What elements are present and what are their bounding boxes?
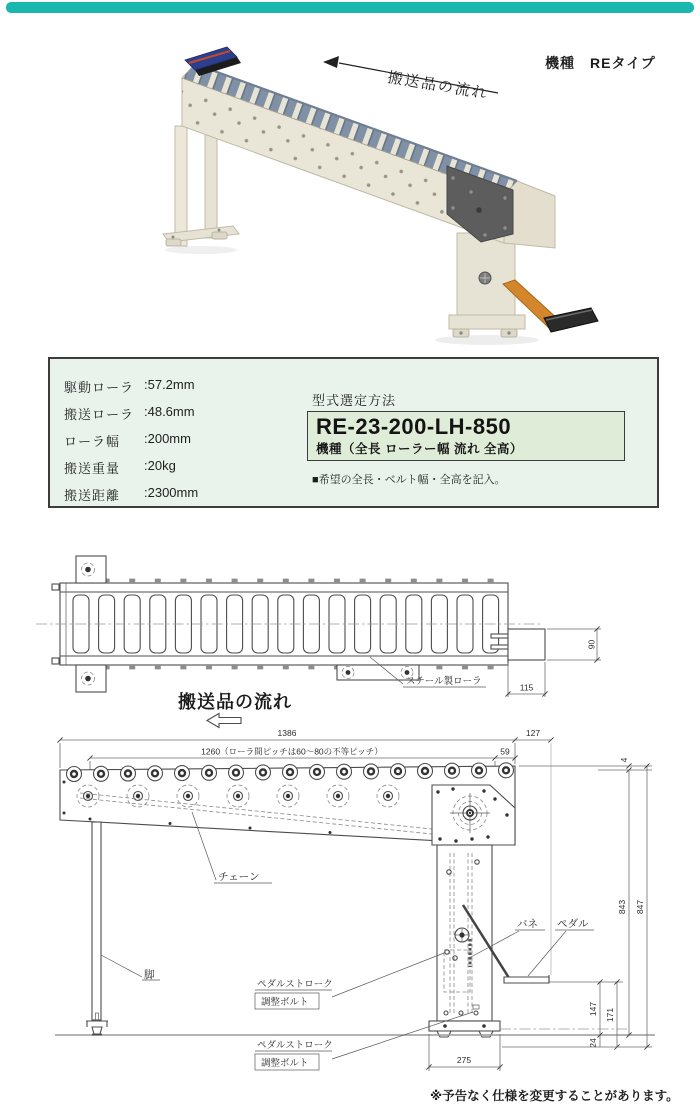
spec-value: :200mm (144, 431, 191, 446)
spec-value: :57.2mm (144, 377, 195, 392)
spec-label: 駆動ローラ (64, 380, 135, 395)
top-accent-bar (6, 2, 694, 13)
side-dim-pitch: 1260（ローラ間ピッチは60～80の不等ピッチ） (201, 746, 383, 757)
photo-flow-annotation (323, 56, 498, 103)
model-code-box (307, 411, 625, 461)
pedal-stroke-label-2: ペダルストローク (257, 1040, 333, 1051)
leg-label: 脚 (144, 969, 155, 981)
spec-row (64, 458, 176, 477)
spec-value: :48.6mm (144, 404, 195, 419)
model-code-caption: 機種（全長 ローラー幅 流れ 全高） (316, 442, 523, 457)
spec-row (64, 485, 198, 504)
side-dim-total: 1386 (277, 728, 297, 738)
model-selection-title: 型式選定方法 (312, 390, 396, 412)
spec-label: 搬送重量 (64, 461, 121, 476)
plan-dim-width-label: 90 (586, 639, 597, 650)
pedal-stroke-label-1: ペダルストローク (257, 979, 333, 990)
spec-label: 搬送ローラ (64, 407, 135, 422)
plan-dim-115 (505, 662, 547, 697)
spec-row (64, 431, 191, 450)
spec-value: :2300mm (144, 485, 199, 500)
side-dim-foot: 24 (588, 1038, 598, 1048)
side-dim-h-top: 847 (635, 899, 645, 915)
arrow-left-icon (323, 56, 339, 68)
side-leg (86, 822, 108, 1035)
spec-row (64, 377, 195, 396)
adjust-bolt-label-1: 調整ボルト (261, 997, 309, 1008)
side-dim-base: 275 (456, 1055, 472, 1065)
side-view-drawing (0, 725, 700, 1105)
side-dim-front: 127 (525, 728, 541, 738)
pedal-label: ペダル (557, 918, 589, 930)
side-right-dims (502, 757, 652, 1049)
side-dim-h-roller: 843 (617, 899, 627, 915)
product-photo (55, 38, 600, 353)
adjust-bolt-label-2: 調整ボルト (261, 1058, 309, 1069)
spec-row (64, 404, 195, 423)
model-selection-note: ■希望の全長・ベルト幅・全高を記入。 (312, 474, 506, 486)
footer-note: ※予告なく仕様を変更することがあります。 (430, 1089, 679, 1103)
chain-label: チェーン (218, 871, 260, 883)
plan-dim-90 (547, 626, 601, 662)
side-dim-gap: 4 (619, 757, 629, 763)
photo-column-fitting (479, 272, 491, 284)
plan-flow-annotation (178, 691, 292, 728)
plan-roller-label: スチール製ローラ (406, 676, 482, 687)
plan-flow-label: 搬送品の流れ (178, 692, 292, 712)
model-type-label: 機種 REタイプ (545, 55, 656, 71)
plan-dim-motor-label: 115 (519, 682, 534, 693)
side-base-dim (426, 1034, 502, 1071)
spring-label: バネ (517, 918, 538, 930)
spec-box (48, 357, 659, 508)
plan-view-drawing (0, 545, 700, 735)
spec-value: :20kg (144, 458, 176, 473)
side-callouts (101, 812, 594, 1070)
side-dim-end: 59 (500, 746, 510, 757)
side-dim-pedal-h: 147 (588, 1001, 598, 1017)
side-pedestal (429, 845, 500, 1037)
model-code: RE-23-200-LH-850 (316, 414, 512, 439)
spec-label: ローラ幅 (64, 434, 121, 449)
spec-label: 搬送距離 (64, 488, 121, 503)
photo-flow-label: 搬送品の流れ (386, 69, 490, 103)
side-dim-pedal-top: 171 (605, 1007, 615, 1023)
